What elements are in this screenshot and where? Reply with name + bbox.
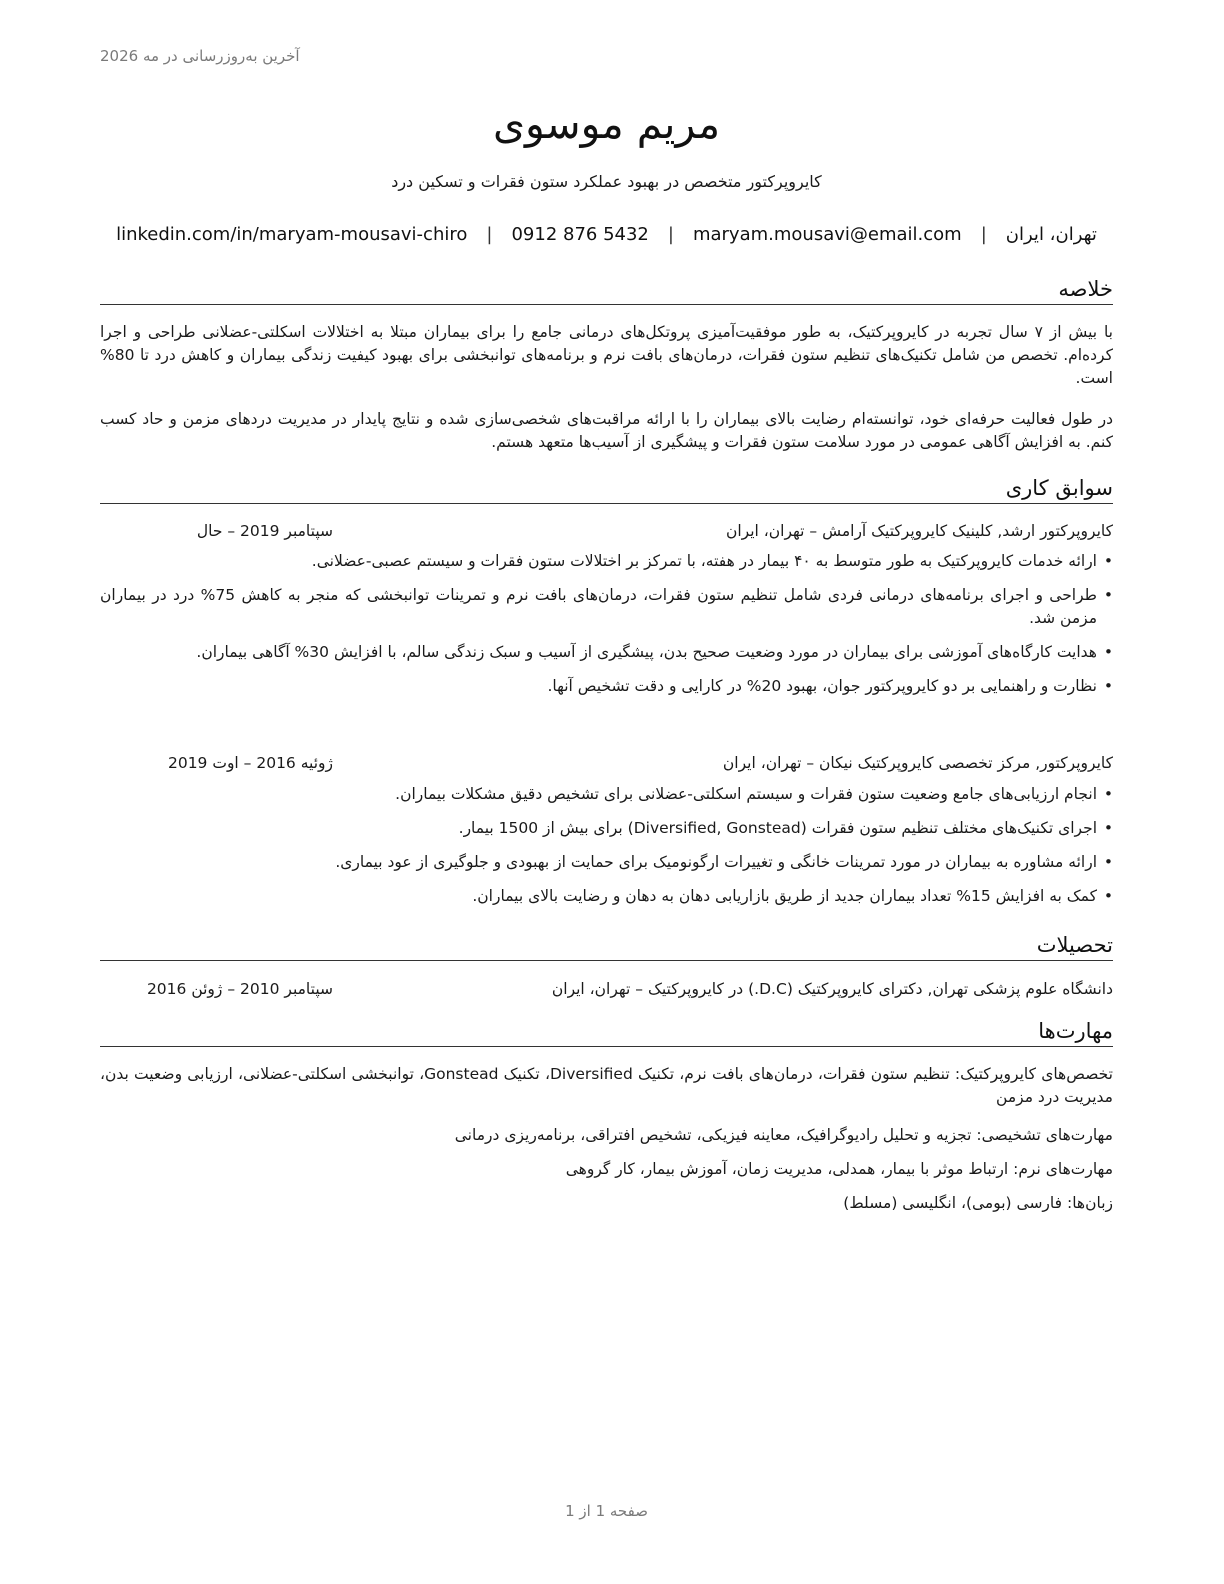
page-number: صفحه 1 از 1 [565,1502,648,1520]
job-bullets [100,550,1113,698]
section-title-summary: خلاصه [100,276,1113,305]
job-bullet: • ارائه مشاوره به بیماران در مورد تمرینات خانگی و تغییرات ارگونومیک برای حمایت از بهبودی و جلوگیری از عود بیماری. [100,851,1113,874]
education-date: سپتامبر 2010 – ژوئن 2016 [146,980,333,998]
job-title: کایروپرکتور, مرکز تخصصی کایروپرکتیک نیکان – تهران، ایران [722,754,1113,772]
job-date: سپتامبر 2019 – حال [196,522,333,540]
summary-paragraph-1: با بیش از ۷ سال تجربه در کایروپرکتیک، به طور موفقیت‌آمیزی پروتکل‌های درمانی جامع را برای بیماران مبتلا به اختلالات اسکلتی-عضلانی طراحی و اجرا کرده‌ام. تخصص من شامل تکنیک‌های تنظیم ستون فقرات، درمان‌های بافت نرم و برنامه‌های توانبخشی برای بهبود کیفیت زندگی بیماران و کاهش درد تا 80% است. [100,323,1113,387]
summary-paragraph-2: در طول فعالیت حرفه‌ای خود، توانسته‌ام رضایت بالای بیماران را با ارائه مراقبت‌های شخصی‌سازی شده و نتایج پایدار در مدیریت دردهای مزمن و حاد کسب کنم. به افزایش آگاهی عمومی در مورد سلامت ستون فقرات و پیشگیری از آسیب‌ها متعهد هستم. [100,410,1113,451]
contact-phone[interactable]: 0912 876 5432 [511,224,649,245]
job-bullet: • کمک به افزایش 15% تعداد بیماران جدید از طریق بازاریابی دهان به دهان و رضایت بالای بیماران. [100,885,1113,908]
job-bullet: • اجرای تکنیک‌های مختلف تنظیم ستون فقرات (Diversified, Gonstead) برای بیش از 1500 بیمار. [100,817,1113,840]
job-title: کایروپرکتور ارشد, کلینیک کایروپرکتیک آرامش – تهران، ایران [725,522,1113,540]
contact-line [100,224,1113,245]
contact-city: تهران، ایران [1005,224,1097,245]
contact-separator: | [980,224,987,245]
contact-linkedin[interactable]: linkedin.com/in/maryam-mousavi-chiro [116,224,468,245]
job-bullet: • طراحی و اجرای برنامه‌های درمانی فردی شامل تنظیم ستون فقرات، درمان‌های بافت نرم و تمرینات توانبخشی که منجر به کاهش 75% درد در بیماران مزمن شد. [100,584,1113,630]
contact-separator: | [667,224,674,245]
job-bullets [100,783,1113,908]
job-bullet: • هدایت کارگاه‌های آموزشی برای بیماران در مورد وضعیت صحیح بدن، پیشگیری از آسیب و سبک زندگی سالم، با افزایش 30% آگاهی بیماران. [100,641,1113,664]
candidate-tagline: کایروپرکتور متخصص در بهبود عملکرد ستون فقرات و تسکین درد [391,172,822,191]
job-date: ژوئیه 2016 – اوت 2019 [167,754,333,772]
section-title-skills: مهارت‌ها [100,1018,1113,1047]
job-bullet: • انجام ارزیابی‌های جامع وضعیت ستون فقرات و سیستم اسکلتی-عضلانی برای تشخیص دقیق مشکلات بیماران. [100,783,1113,806]
section-title-experience: سوابق کاری [100,475,1113,504]
skills-line: زبان‌ها: فارسی (بومی)، انگلیسی (مسلط) [843,1194,1113,1212]
section-title-education: تحصیلات [100,932,1113,961]
job-bullet: • ارائه خدمات کایروپرکتیک به طور متوسط به ۴۰ بیمار در هفته، با تمرکز بر اختلالات ستون فقرات و سیستم عصبی-عضلانی. [100,550,1113,573]
skills-line: مهارت‌های نرم: ارتباط موثر با بیمار، همدلی، مدیریت زمان، آموزش بیمار، کار گروهی [565,1160,1113,1178]
resume-page [100,0,1113,1584]
education-degree: دانشگاه علوم پزشکی تهران, دکترای کایروپرکتیک (D.C.) در کایروپرکتیک – تهران، ایران [551,980,1113,998]
contact-separator: | [486,224,493,245]
contact-email[interactable]: maryam.mousavi@email.com [692,224,962,245]
last-updated-text: آخرین به‌روزرسانی در مه 2026 [100,47,300,65]
job-bullet: • نظارت و راهنمایی بر دو کایروپرکتور جوان، بهبود 20% در کارایی و دقت تشخیص آنها. [100,675,1113,698]
skills-line: مهارت‌های تشخیصی: تجزیه و تحلیل رادیوگرافیک، معاینه فیزیکی، تشخیص افتراقی، برنامه‌ریزی درمانی [454,1126,1113,1144]
candidate-name: مریم موسوی [492,100,721,148]
skills-line: تخصص‌های کایروپرکتیک: تنظیم ستون فقرات، درمان‌های بافت نرم، تکنیک Diversified، تکنیک Gonstead، توانبخشی اسکلتی-عضلانی، ارزیابی وضعیت بدن، مدیریت درد مزمن [100,1065,1113,1106]
